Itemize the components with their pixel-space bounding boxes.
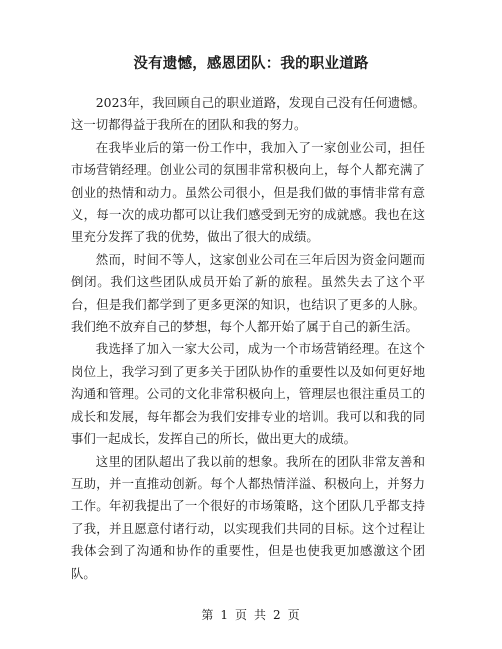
page-footer <box>0 606 502 623</box>
paragraph-2: 在我毕业后的第一份工作中，我加入了一家创业公司，担任市场营销经理。创业公司的氛围非常积极向上，每个人都充满了创业的热情和动力。虽然公司很小，但是我们做的事情非常有意义，每一次的成功都可以让我们感受到无穷的成就感。我也在这里充分发挥了我的优势，做出了很大的成绩。 <box>71 139 425 245</box>
paragraph-3: 然而，时间不等人，这家创业公司在三年后因为资金问题而倒闭。我们这些团队成员开始了新的旅程。虽然失去了这个平台，但是我们都学到了更多更深的知识，也结识了更多的人脉。我们绝不放弃自己的梦想，每个人都开始了属于自己的新生活。 <box>71 251 425 335</box>
footer-prefix: 第 <box>201 608 215 622</box>
document-body <box>71 92 425 585</box>
paragraph-4: 我选择了加入一家大公司，成为一个市场营销经理。在这个岗位上，我学习到了更多关于团队协作的重要性以及如何更好地沟通和管理。公司的文化非常积极向上，管理层也很注重员工的成长和发展，每年都会为我们安排专业的培训。我可以和我的同事们一起成长，发挥自己的所长，做出更大的成绩。 <box>71 341 425 447</box>
footer-page-word: 页 <box>234 608 248 622</box>
footer-total-pages: 2 <box>273 608 282 622</box>
footer-current-page: 1 <box>220 608 229 622</box>
document-title: 没有遗憾，感恩团队：我的职业道路 <box>133 56 369 72</box>
footer-middle: 共 <box>254 608 268 622</box>
footer-suffix: 页 <box>287 608 301 622</box>
paragraph-1: 2023年，我回顾自己的职业道路，发现自己没有任何遗憾。这一切都得益于我所在的团队和我的努力。 <box>71 95 425 133</box>
paragraph-5: 这里的团队超出了我以前的想象。我所在的团队非常友善和互助，并一直推动创新。每个人都热情洋溢、积极向上，并努力工作。年初我提出了一个很好的市场策略，这个团队几乎都支持了我，并且愿意付诸行动，以实现我们共同的目标。这个过程让我体会到了沟通和协作的重要性，但是也使我更加感激这个团队。 <box>71 453 425 581</box>
